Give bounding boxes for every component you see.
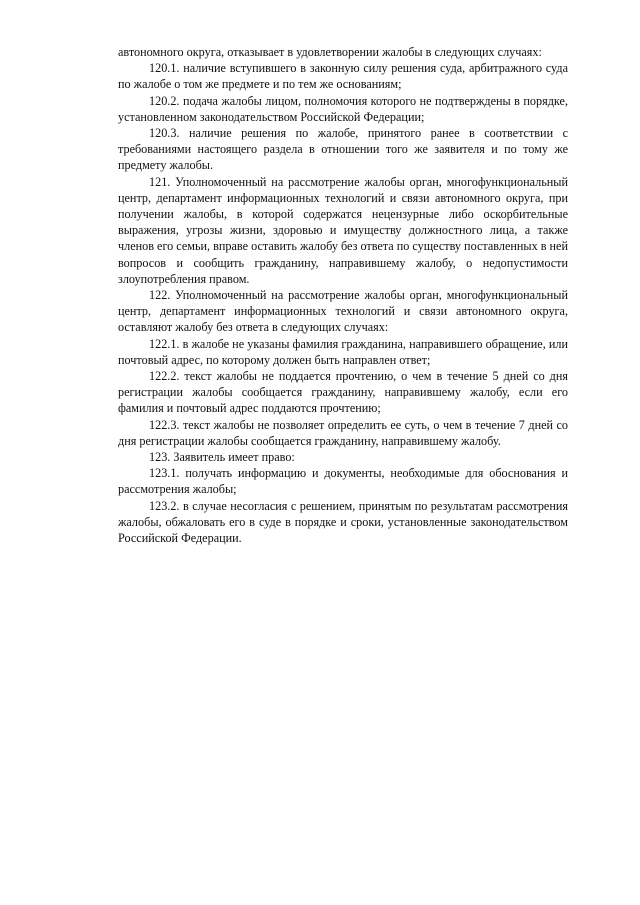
paragraph-122: 122. Уполномоченный на рассмотрение жалобы орган, многофункциональный центр, департамент информационных технологий и связи автономного округа, оставляют жалобу без ответа в следующих случаях: xyxy=(118,288,568,335)
paragraph-123-2: 123.2. в случае несогласия с решением, принятым по результатам рассмотрения жалобы, обжаловать его в суде в порядке и сроки, установленные законодательством Российской Федерации. xyxy=(118,498,568,546)
paragraph-122-1: 122.1. в жалобе не указаны фамилия гражданина, направившего обращение, или почтовый адрес, по которому должен быть направлен ответ; xyxy=(118,336,568,367)
paragraph-121: 121. Уполномоченный на рассмотрение жалобы орган, многофункциональный центр, департамент информационных технологий и связи автономного округа, при получении жалобы, в которой содержатся нецензурные либо оскорбительные выражения, угрозы жизни, здоровью и имуществу должностного лица, а также членов его семьи, вправе оставить жалобу без ответа по существу поставленных в ней вопросов и сообщить гражданину, направившему жалобу, о недопустимости злоупотребления правом. xyxy=(118,174,568,286)
paragraph-123-1: 123.1. получать информацию и документы, необходимые для обоснования и рассмотрения жалобы; xyxy=(118,466,568,497)
paragraph-120-3: 120.3. наличие решения по жалобе, принятого ранее в соответствии с требованиями настоящего раздела в отношении того же заявителя и по тому же предмету жалобы. xyxy=(118,126,568,173)
paragraph-122-2: 122.2. текст жалобы не поддается прочтению, о чем в течение 5 дней со дня регистрации жалобы сообщается гражданину, направившему жалобу, если его фамилия и почтовый адрес поддаются прочтению; xyxy=(118,369,568,416)
paragraph-120-1: 120.1. наличие вступившего в законную силу решения суда, арбитражного суда по жалобе о том же предмете и по тем же основаниям; xyxy=(118,61,568,92)
paragraph-intro: автономного округа, отказывает в удовлетворении жалобы в следующих случаях: xyxy=(118,45,542,59)
document-page xyxy=(118,44,568,546)
paragraph-123: 123. Заявитель имеет право: xyxy=(149,450,295,465)
paragraph-122-3: 122.3. текст жалобы не позволяет определить ее суть, о чем в течение 7 дней со дня регистрации жалобы сообщается гражданину, направившему жалобу. xyxy=(118,417,568,448)
paragraph-120-2: 120.2. подача жалобы лицом, полномочия которого не подтверждены в порядке, установленном законодательством Российской Федерации; xyxy=(118,93,568,124)
